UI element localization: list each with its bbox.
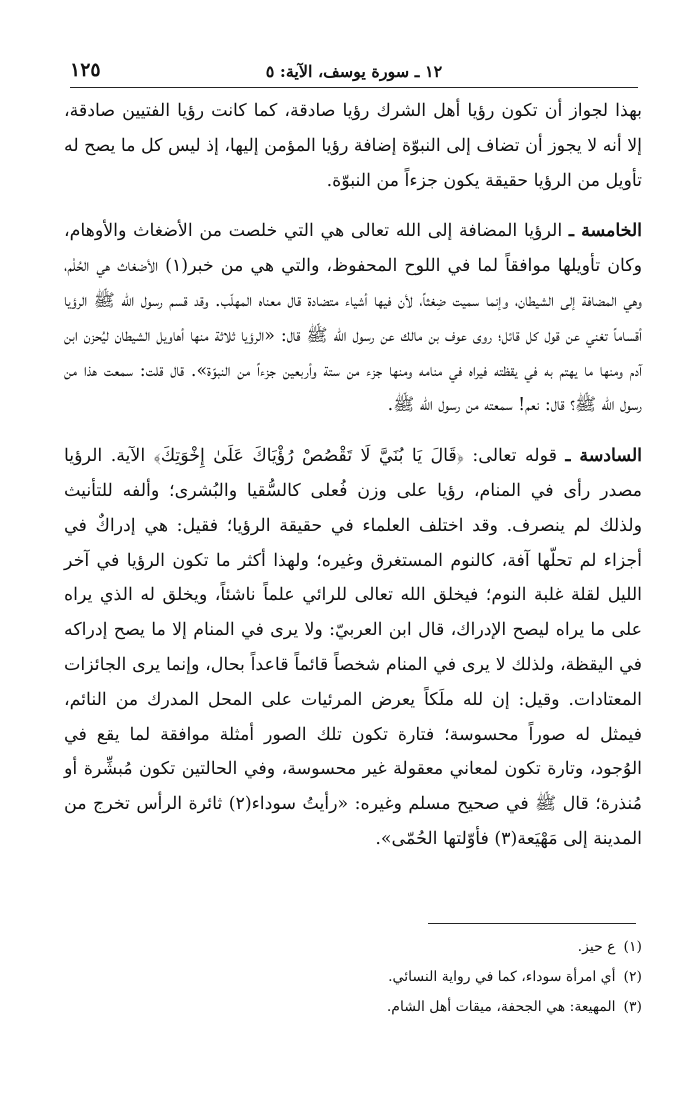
footnote-text: ع حيز. (577, 939, 616, 955)
running-title: ١٢ ـ سورة يوسف، الآية: ٥ (265, 62, 443, 81)
paragraph-text: قوله تعالى: ﴿قَالَ يَا بُنَيَّ لَا تَقْصُصْ رُؤْيَاكَ عَلَىٰ إِخْوَتِكَ﴾ الآية. الرؤيا مصدر رأى في المنام، رؤيا على وزن فُعلى كالسُّقيا والبُشرى؛ وألفه للتأنيث ولذلك لم ينصرف. وقد اختلف العلماء في حقيقة الرؤيا؛ فقيل: هي إدراكٌ في أجزاء لم تحلّها آفة، كالنوم المستغرق وغيره؛ ولهذا أكثر ما تكون الرؤيا في آخر الليل لقلة غلبة النوم؛ فيخلق الله تعالى للرائي علماً ناشئاً، ويخلق له الذي يراه على ما يراه ليصح الإدراك، قال ابن العربيّ: ولا يرى في المنام إلا ما يصح إدراكه في اليقظة، ولذلك لا يرى في المنام شخصاً قائماً قاعداً بحال، وإنما يرى الجائزات المعتادات. وقيل: إن لله ملَكاً يعرض المرئيات على المحل المدرك من النائم، فيمثل له صوراً محسوسة؛ فتارة تكون تلك الصور أمثلة موافقة لما يقع في الوُجود، وتارة تكون لمعاني معقولة غير محسوسة، وفي الحالتين تكون مُبشِّرة أو مُنذرة؛ قال ﷺ في صحيح مسلم وغيره: «رأيتُ سوداء(٢) ثائرة الرأس تخرج من المدينة إلى مَهْيَعة(٣) فأوّلتها الحُمّى». (64, 446, 642, 849)
footnote-text: أي امرأة سوداء، كما في رواية النسائي. (388, 969, 616, 985)
paragraph (64, 214, 642, 423)
paragraph (64, 439, 642, 857)
page-number: ١٢٥ (70, 59, 101, 81)
paragraph-text: الرؤيا المضافة إلى الله تعالى هي التي خلصت من الأضغاث والأوهام، وكان تأويلها موافقاً لما في اللوح المحفوظ، والتي هي من خبر(١) الأضغاث هي الحُلْم، وهي المضافة إلى الشيطان، وإنما سميت ضِغثاً، لأن فيها أشياء متضادة قال معناه المهلّب. وقد قسم رسول الله ﷺ الرؤيا أقساماً تغني عن قول كل قائل؛ روى عوف بن مالك عن رسول الله ﷺ قال: «الرؤيا ثلاثة منها أهاويل الشيطان ليُحزن ابن آدم ومنها ما يهتم به في يقظته فيراه في منامه ومنها جزء من ستة وأربعين جزءاً من النبوّة». قال قلت: سمعت هذا من رسول الله ﷺ؟ قال: نعم! سمعته من رسول الله ﷺ. (64, 221, 642, 416)
footnote (64, 962, 642, 992)
footnote-number: (٢) (623, 969, 642, 985)
footnote (64, 932, 642, 962)
footnote-number: (١) (623, 939, 642, 955)
footnotes (64, 932, 642, 1022)
main-text (64, 94, 642, 857)
footnote (64, 992, 642, 1022)
paragraph-text: بهذا لجواز أن تكون رؤيا أهل الشرك رؤيا صادقة، كما كانت رؤيا الفتيين صادقة، إلا أنه لا يجوز أن تضاف إلى النبوّة إضافة رؤيا المؤمن إليها، إذ ليس كل ما يصح له تأويل من الرؤيا حقيقة يكون جزءاً من النبوّة. (64, 101, 642, 191)
section-lead: الخامسة ـ (568, 221, 642, 242)
footnote-number: (٣) (623, 999, 642, 1015)
footnote-text: المهيعة: هي الجحفة، ميقات أهل الشام. (386, 999, 616, 1015)
page-header (70, 48, 638, 88)
paragraph (64, 94, 642, 198)
section-lead: السادسة ـ (565, 446, 642, 467)
footnote-divider (428, 923, 636, 924)
